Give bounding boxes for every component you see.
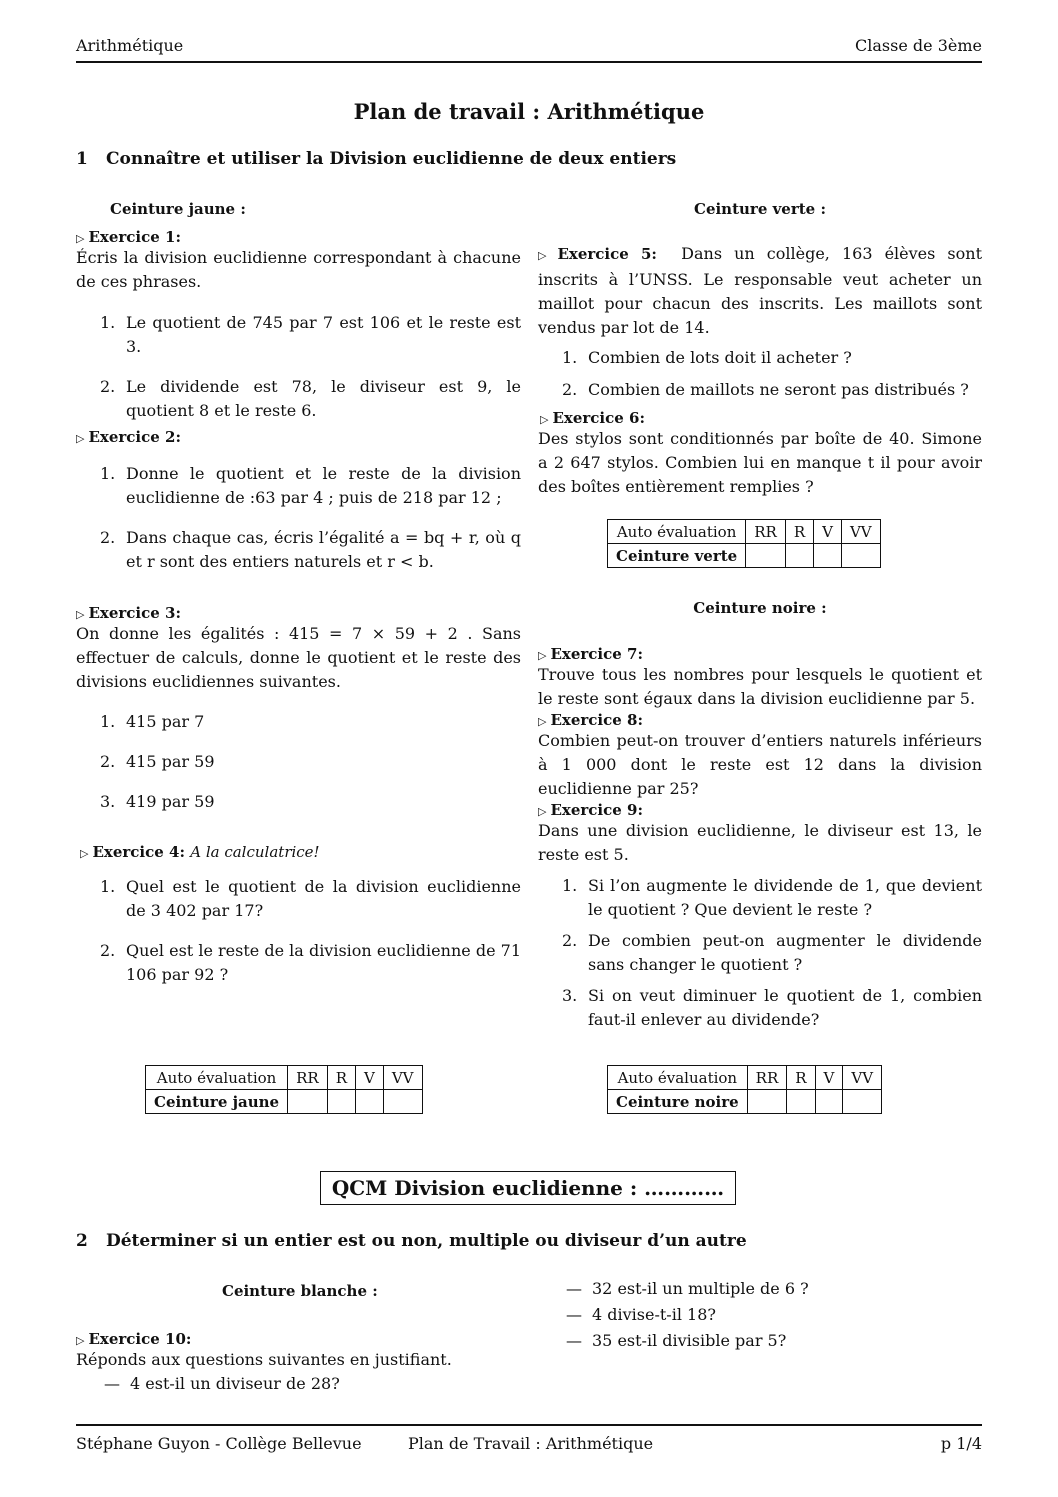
exercise-1-text: Écris la division euclidienne correspondant à chacune de ces phrases. xyxy=(76,248,521,291)
footer-left: Stéphane Guyon - Collège Bellevue xyxy=(76,1434,362,1453)
triangle-icon: ▷ xyxy=(538,649,547,662)
exercise-4-label: ▷ Exercice 4: A la calculatrice! xyxy=(80,843,320,861)
list-item: 2. Combien de maillots ne seront pas distribués ? xyxy=(562,380,969,399)
list-item: — 32 est-il un multiple de 6 ? xyxy=(566,1277,1010,1301)
exercise-6-text: Des stylos sont conditionnés par boîte de 40. Simone a 2 647 stylos. Combien lui en manque t il pour avoir des boîtes entièrement remplies ? xyxy=(538,429,982,496)
eval-cell-vv[interactable] xyxy=(841,544,880,568)
header-left: Arithmétique xyxy=(76,36,184,55)
exercise-4 xyxy=(76,843,521,987)
belt-blanche-heading: Ceinture blanche : xyxy=(222,1282,378,1300)
belt-jaune-heading: Ceinture jaune : xyxy=(110,200,246,218)
exercise-10-continued xyxy=(566,1277,1010,1353)
list-item: 3. Si on veut diminuer le quotient de 1, combien faut-il enlever au dividende? xyxy=(562,986,982,1029)
eval-cell-r[interactable] xyxy=(787,1090,815,1114)
eval-cell-r[interactable] xyxy=(327,1090,355,1114)
eval-cell-v[interactable] xyxy=(355,1090,383,1114)
dash-icon: — xyxy=(566,1279,582,1298)
section-number: 2 xyxy=(76,1231,88,1251)
list-item: 1. Quel est le quotient de la division euclidienne de 3 402 par 17? xyxy=(100,877,521,920)
triangle-icon: ▷ xyxy=(540,413,549,426)
eval-cell-v[interactable] xyxy=(815,1090,843,1114)
exercise-2 xyxy=(76,428,521,574)
header-rule xyxy=(76,61,982,63)
section-1-heading xyxy=(76,149,676,169)
exercise-9-text: Dans une division euclidienne, le diviseur est 13, le reste est 5. xyxy=(538,821,982,864)
list-item: 1. Si l’on augmente le dividende de 1, que devient le quotient ? Que devient le reste ? xyxy=(562,876,982,919)
qcm-box: QCM Division euclidienne : ………… xyxy=(320,1171,736,1205)
exercise-5 xyxy=(538,242,982,402)
exercise-7 xyxy=(538,645,982,1032)
triangle-icon: ▷ xyxy=(76,432,85,445)
list-item: — 4 est-il un diviseur de 28? xyxy=(104,1372,521,1396)
footer-rule xyxy=(76,1424,982,1426)
eval-table-verte: Auto évaluation RR R V VV Ceinture verte xyxy=(607,519,881,568)
eval-header-label: Auto évaluation xyxy=(146,1066,288,1090)
eval-header-label: Auto évaluation xyxy=(608,1066,748,1090)
eval-cell-r[interactable] xyxy=(785,544,813,568)
exercise-5-text: ▷ Exercice 5: Dans un collège, 163 élèves sont inscrits à l’UNSS. Le responsable veut acheter un maillot pour chacun des inscrits. Les maillots sont vendus par lot de 14. xyxy=(538,244,983,337)
eval-cell-rr[interactable] xyxy=(747,1090,787,1114)
section-number: 1 xyxy=(76,149,88,169)
exercise-1 xyxy=(76,228,521,423)
exercise-7-label: ▷ Exercice 7: xyxy=(538,645,643,663)
exercise-8-label: ▷ Exercice 8: xyxy=(538,711,643,729)
list-item: 2. Dans chaque cas, écris l’égalité a = bq + r, où q et r sont des entiers naturels et r < b. xyxy=(100,528,521,571)
triangle-icon: ▷ xyxy=(538,715,547,728)
exercise-3 xyxy=(76,604,521,814)
list-item: 1. Le quotient de 745 par 7 est 106 et le reste est 3. xyxy=(100,313,521,356)
eval-row-label: Ceinture jaune xyxy=(146,1090,288,1114)
belt-verte-heading: Ceinture verte : xyxy=(694,200,826,218)
exercise-8-text: Combien peut-on trouver d’entiers naturels inférieurs à 1 000 dont le reste est 12 dans la division euclidienne par 25? xyxy=(538,731,982,798)
belt-noire-heading: Ceinture noire : xyxy=(693,599,827,617)
eval-row-label: Ceinture verte xyxy=(608,544,746,568)
exercise-6 xyxy=(538,409,982,499)
list-item: 3. 419 par 59 xyxy=(100,792,215,811)
eval-table-noire: Auto évaluation RR R V VV Ceinture noire xyxy=(607,1065,882,1114)
list-item: 1. 415 par 7 xyxy=(100,712,205,731)
section-title: Connaître et utiliser la Division euclidienne de deux entiers xyxy=(106,149,677,169)
eval-cell-rr[interactable] xyxy=(288,1090,328,1114)
eval-cell-v[interactable] xyxy=(814,544,842,568)
header-right: Classe de 3ème xyxy=(855,36,982,55)
eval-table-jaune: Auto évaluation RR R V VV Ceinture jaune xyxy=(145,1065,423,1114)
exercise-6-label: ▷ Exercice 6: xyxy=(540,409,645,427)
triangle-icon: ▷ xyxy=(538,249,554,262)
list-item: 2. Le dividende est 78, le diviseur est 9, le quotient 8 et le reste 6. xyxy=(100,377,521,420)
section-2-heading xyxy=(76,1231,747,1251)
eval-cell-vv[interactable] xyxy=(843,1090,882,1114)
dash-icon: — xyxy=(566,1331,582,1350)
exercise-3-text: On donne les égalités : 415 = 7 × 59 + 2 . Sans effectuer de calculs, donne le quotient et le reste des divisions euclidiennes suivantes. xyxy=(76,624,521,691)
exercise-10 xyxy=(76,1330,521,1396)
list-item: 2. De combien peut-on augmenter le dividende sans changer le quotient ? xyxy=(562,931,982,974)
triangle-icon: ▷ xyxy=(80,847,89,860)
dash-icon: — xyxy=(104,1374,120,1393)
exercise-7-text: Trouve tous les nombres pour lesquels le quotient et le reste sont égaux dans la division euclidienne par 5. xyxy=(538,665,982,708)
exercise-2-label: ▷ Exercice 2: xyxy=(76,428,181,446)
exercise-3-label: ▷ Exercice 3: xyxy=(76,604,181,622)
triangle-icon: ▷ xyxy=(76,232,85,245)
dash-icon: — xyxy=(566,1305,582,1324)
exercise-9-label: ▷ Exercice 9: xyxy=(538,801,643,819)
exercise-1-label: ▷ Exercice 1: xyxy=(76,228,181,246)
page-header xyxy=(76,36,982,55)
footer-page-number: p 1/4 xyxy=(940,1434,982,1453)
section-title: Déterminer si un entier est ou non, multiple ou diviseur d’un autre xyxy=(106,1231,747,1251)
list-item: 2. 415 par 59 xyxy=(100,752,215,771)
list-item: 1. Combien de lots doit il acheter ? xyxy=(562,348,852,367)
footer-center: Plan de Travail : Arithmétique xyxy=(408,1434,654,1453)
list-item: 1. Donne le quotient et le reste de la division euclidienne de :63 par 4 ; puis de 218 par 12 ; xyxy=(100,464,521,507)
eval-header-label: Auto évaluation xyxy=(608,520,746,544)
triangle-icon: ▷ xyxy=(76,608,85,621)
exercise-10-text: Réponds aux questions suivantes en justifiant. xyxy=(76,1350,452,1369)
eval-cell-vv[interactable] xyxy=(383,1090,422,1114)
eval-cell-rr[interactable] xyxy=(746,544,786,568)
page-title: Plan de travail : Arithmétique xyxy=(353,99,705,124)
list-item: — 35 est-il divisible par 5? xyxy=(566,1329,1010,1353)
triangle-icon: ▷ xyxy=(538,805,547,818)
list-item: — 4 divise-t-il 18? xyxy=(566,1303,1010,1327)
list-item: 2. Quel est le reste de la division euclidienne de 71 106 par 92 ? xyxy=(100,941,521,984)
eval-row-label: Ceinture noire xyxy=(608,1090,748,1114)
exercise-10-label: ▷ Exercice 10: xyxy=(76,1330,192,1348)
exercise-4-subtitle: A la calculatrice! xyxy=(190,843,320,861)
triangle-icon: ▷ xyxy=(76,1334,85,1347)
